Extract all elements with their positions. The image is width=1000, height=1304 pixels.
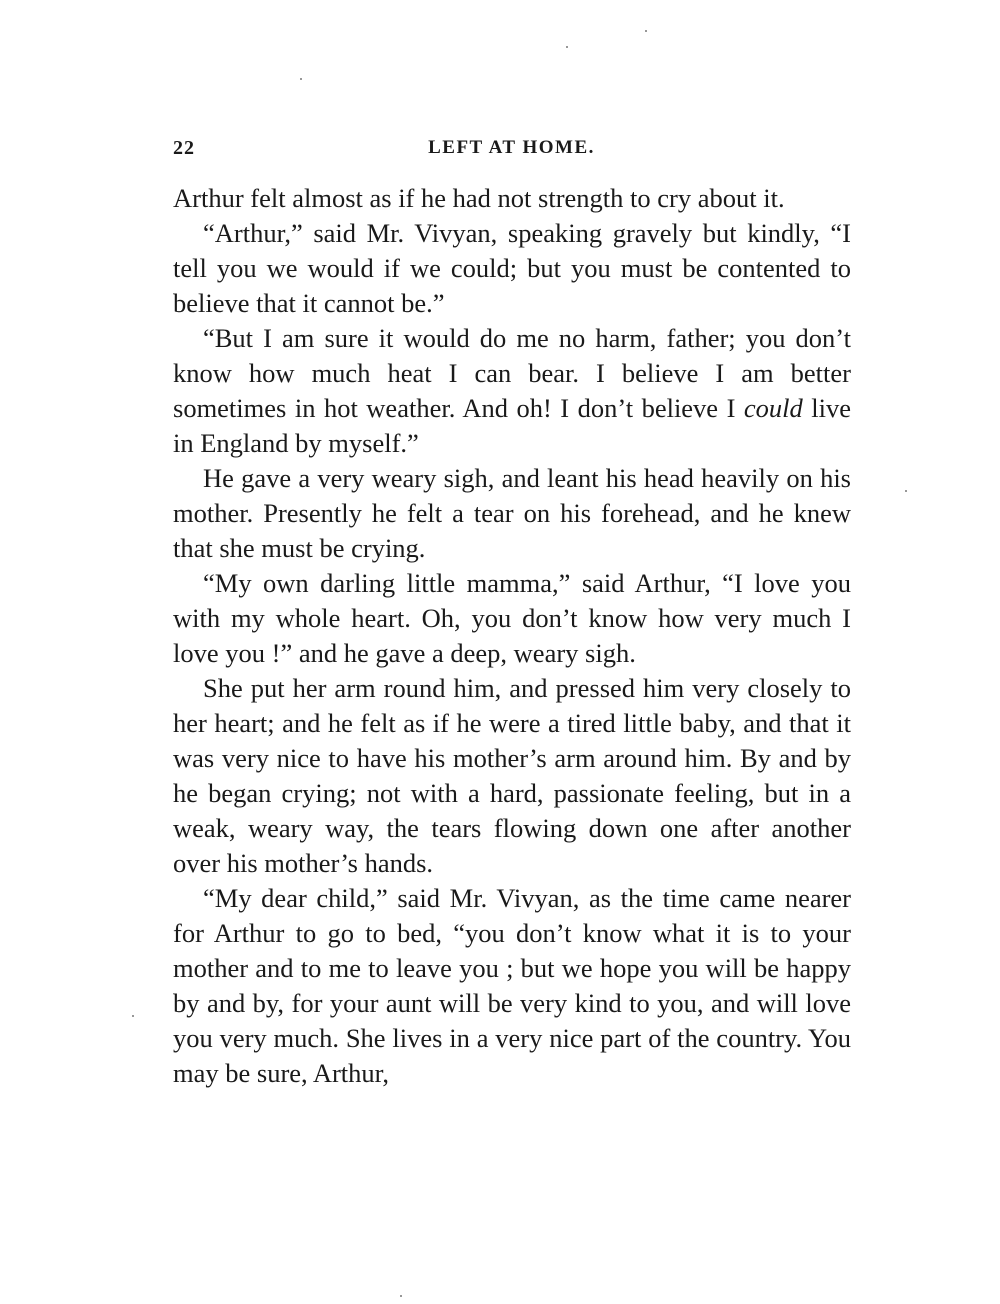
scan-speck — [132, 1015, 134, 1017]
scan-speck — [300, 78, 302, 80]
paragraph: She put her arm round him, and pressed him very closely to her heart; and he felt as if he were a tired little baby, and that it was very nice to have his mother’s arm around him. By and by he began crying; not with a hard, passionate feeling, but in a weak, weary way, the tears flowing down one after another over his mother’s hands. — [173, 673, 851, 878]
paragraph: “Arthur,” said Mr. Vivyan, speaking gravely but kindly, “I tell you we would if we could; but you must be contented to believe that it cannot be.” — [173, 218, 851, 318]
paragraph: “My own darling little mamma,” said Arthur, “I love you with my whole heart. Oh, you don’t know how very much I love you !” and he gave a deep, weary sigh. — [173, 568, 851, 668]
paragraph — [173, 321, 851, 461]
body-text — [173, 181, 851, 1091]
paragraph: Arthur felt almost as if he had not strength to cry about it. — [173, 183, 785, 213]
scan-speck — [566, 46, 568, 48]
scan-speck — [905, 490, 907, 492]
scan-speck — [645, 30, 647, 32]
paragraph-text: “But I am sure it would do me no harm, father; you don’t know how much heat I can bear. I believe I am better sometimes in hot weather. And oh! I don’t believe I — [173, 323, 851, 423]
running-title: LEFT AT HOME. — [428, 137, 595, 158]
paragraph: He gave a very weary sigh, and leant his head heavily on his mother. Presently he felt a tear on his forehead, and he knew that she must be crying. — [173, 463, 851, 563]
page-number: 22 — [173, 137, 195, 159]
paragraph: “My dear child,” said Mr. Vivyan, as the time came nearer for Arthur to go to bed, “you don’t know what it is to your mother and to me to leave you ; but we hope you will be happy by and by, for your aunt will be very kind to you, and will love you very much. She lives in a very nice part of the country. You may be sure, Arthur, — [173, 883, 851, 1088]
page-header — [173, 137, 850, 163]
scan-speck — [400, 1295, 402, 1297]
emphasized-word: could — [743, 393, 803, 423]
paragraph-text: live in England by myself.” — [173, 393, 851, 458]
